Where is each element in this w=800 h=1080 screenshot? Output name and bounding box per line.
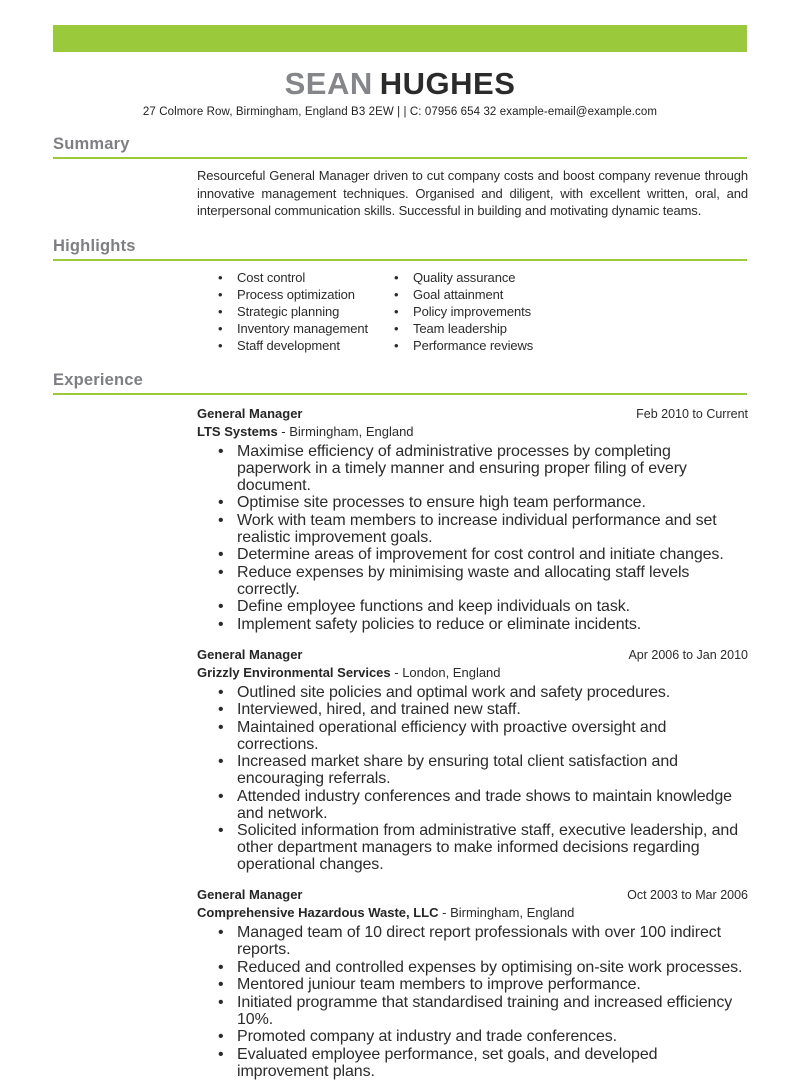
job-header bbox=[197, 886, 748, 904]
contact-line: 27 Colmore Row, Birmingham, England B3 2EW | | C: 07956 654 32 example-email@example.com bbox=[142, 106, 658, 118]
top-accent-bar bbox=[53, 25, 747, 52]
experience-entry bbox=[197, 405, 748, 633]
candidate-first-name: SEAN bbox=[284, 66, 373, 101]
candidate-last-name: HUGHES bbox=[379, 66, 516, 101]
job-bullet: • Interviewed, hired, and trained new staff. bbox=[218, 701, 748, 718]
company-location-separator: - bbox=[277, 423, 290, 439]
resume-page bbox=[0, 25, 800, 1080]
job-bullet: • Work with team members to increase individual performance and set realistic improvement goals. bbox=[218, 512, 748, 546]
company-name: Grizzly Environmental Services bbox=[197, 664, 391, 680]
job-bullet: • Solicited information from administrative staff, executive leadership, and other department managers to make informed decisions regarding operational changes. bbox=[218, 822, 748, 873]
summary-text: Resourceful General Manager driven to cut company costs and boost company revenue through innovative management techniques. Organised and diligent, with excellent written, oral, and interpersonal communication skills. Successful in building and motivating dynamic teams. bbox=[197, 168, 748, 218]
job-bullet: • Reduced and controlled expenses by optimising on-site work processes. bbox=[218, 959, 748, 976]
job-bullet: • Evaluated employee performance, set goals, and developed improvement plans. bbox=[218, 1046, 748, 1080]
job-bullet: • Promoted company at industry and trade conferences. bbox=[218, 1028, 748, 1045]
job-bullet: • Maximise efficiency of administrative processes by completing paperwork in a timely manner and ensuring proper filing of every document. bbox=[218, 443, 748, 494]
job-bullet: • Define employee functions and keep individuals on task. bbox=[218, 598, 748, 615]
job-bullet: • Initiated programme that standardised training and increased efficiency 10%. bbox=[218, 994, 748, 1028]
job-bullet: • Mentored juniour team members to improve performance. bbox=[218, 976, 748, 993]
experience-body bbox=[197, 405, 748, 1080]
job-bullet-list bbox=[218, 443, 748, 633]
job-bullet: • Outlined site policies and optimal work and safety procedures. bbox=[218, 684, 748, 701]
job-location: Birmingham, England bbox=[289, 423, 414, 439]
job-dates: Oct 2003 to Mar 2006 bbox=[627, 888, 748, 902]
highlight-item: • Policy improvements bbox=[394, 303, 533, 320]
experience-entry bbox=[197, 646, 748, 874]
highlight-item: • Cost control bbox=[218, 269, 373, 286]
section-heading-experience: Experience bbox=[53, 371, 747, 395]
job-bullet-list bbox=[218, 684, 748, 874]
job-company-line bbox=[197, 904, 748, 921]
job-bullet: • Increased market share by ensuring total client satisfaction and encouraging referrals. bbox=[218, 753, 748, 787]
company-location-separator: - bbox=[390, 664, 403, 680]
job-bullet: • Optimise site processes to ensure high team performance. bbox=[218, 494, 748, 511]
job-dates: Apr 2006 to Jan 2010 bbox=[628, 647, 748, 662]
job-company-line bbox=[197, 664, 748, 681]
highlight-item: • Strategic planning bbox=[218, 303, 373, 320]
job-title: General Manager bbox=[197, 405, 303, 421]
highlight-item: • Goal attainment bbox=[394, 286, 533, 303]
job-company-line bbox=[197, 423, 748, 440]
job-title: General Manager bbox=[197, 646, 303, 662]
section-heading-summary: Summary bbox=[53, 135, 747, 159]
experience-entry bbox=[197, 886, 748, 1080]
candidate-name bbox=[0, 67, 800, 101]
job-dates: Feb 2010 to Current bbox=[636, 406, 748, 421]
highlight-item: • Quality assurance bbox=[394, 269, 533, 286]
highlight-item: • Performance reviews bbox=[394, 337, 533, 354]
highlights-column-2 bbox=[394, 269, 533, 354]
highlight-item: • Process optimization bbox=[218, 286, 373, 303]
job-bullet-list bbox=[218, 924, 748, 1080]
job-bullet: • Attended industry conferences and trade shows to maintain knowledge and network. bbox=[218, 788, 748, 822]
company-name: LTS Systems bbox=[197, 423, 278, 439]
section-heading-highlights: Highlights bbox=[53, 237, 747, 261]
job-header bbox=[197, 646, 748, 664]
job-bullet: • Implement safety policies to reduce or eliminate incidents. bbox=[218, 616, 748, 633]
job-bullet: • Maintained operational efficiency with proactive oversight and corrections. bbox=[218, 719, 748, 753]
highlights-column-1 bbox=[218, 269, 373, 354]
highlight-item: • Team leadership bbox=[394, 320, 533, 337]
job-location: Birmingham, England bbox=[450, 905, 575, 920]
company-location-separator: - bbox=[438, 905, 451, 920]
highlight-item: • Inventory management bbox=[218, 320, 373, 337]
job-bullet: • Reduce expenses by minimising waste and allocating staff levels correctly. bbox=[218, 564, 748, 598]
highlight-item: • Staff development bbox=[218, 337, 373, 354]
job-location: London, England bbox=[402, 664, 501, 680]
highlights-columns bbox=[197, 269, 748, 354]
job-bullet: • Managed team of 10 direct report professionals with over 100 indirect reports. bbox=[218, 924, 748, 958]
job-bullet: • Determine areas of improvement for cost control and initiate changes. bbox=[218, 546, 748, 563]
job-header bbox=[197, 405, 748, 423]
job-title: General Manager bbox=[197, 887, 303, 902]
company-name: Comprehensive Hazardous Waste, LLC bbox=[197, 905, 439, 920]
